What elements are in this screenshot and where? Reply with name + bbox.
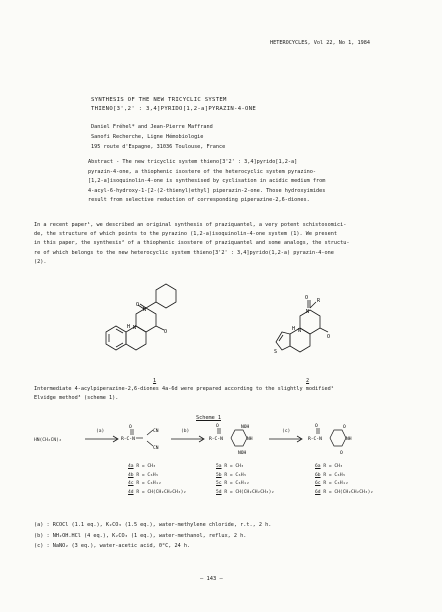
after-line-1: Intermediate 4-acylpiperazine-2,6-diones 4a-6d were prepared according to the slightly modified¹ [34, 386, 334, 392]
structure-1-drawing [96, 278, 206, 378]
svg-text:N: N [143, 307, 147, 313]
svg-text:O: O [343, 425, 346, 430]
r-group: R = C₆H₅ [323, 472, 346, 478]
svg-text:H: H [292, 326, 296, 332]
compound-label: 6b [315, 472, 321, 478]
svg-text:H: H [127, 324, 131, 330]
r-group: R = C₆H₅ [224, 472, 247, 478]
r-group: R = C₆H₁₂ [323, 481, 349, 486]
svg-text:CN: CN [153, 429, 159, 434]
scheme-table-4 [128, 463, 186, 497]
author-affiliation-2: 195 route d'Espagne, 31036 Toulouse, France [91, 144, 226, 150]
abstract-line: Abstract - The new tricyclic system thieno[3'2' : 3,4]pyrido[1,2-a] [88, 159, 298, 165]
svg-text:NOH: NOH [241, 425, 250, 430]
svg-text:N: N [298, 328, 302, 334]
svg-text:R-C-N: R-C-N [209, 437, 223, 442]
abstract [88, 158, 325, 206]
compound-label: 6c [315, 481, 321, 486]
title-line-1: SYNTHESIS OF THE NEW TRICYCLIC SYSTEM [91, 97, 227, 103]
title-line-2: THIENO[3',2' : 3,4]PYRIDO[1,2-a]PYRAZIN-4-ONE [91, 106, 257, 112]
intro-line: In a recent paper¹, we described an original synthesis of praziquantel, a very potent schistosomici- [34, 222, 347, 228]
scheme-table-6 [315, 463, 373, 497]
scheme-table-5 [216, 463, 274, 497]
structure-1-label: 1 [153, 378, 157, 384]
svg-text:O: O [305, 295, 309, 301]
compound-label: 4a [128, 464, 134, 469]
condition-line: (b) : NH₂OH.HCl (4 eq.), K₂CO₃ (1 eq.), water-methanol, reflux, 2 h. [34, 532, 247, 539]
abstract-line: 4-acyl-6-hydroxy-1-[2-(2-thienyl)ethyl] piperazin-2-one. Those hydroxyimides [88, 187, 326, 194]
compound-label: 4b [128, 472, 134, 478]
svg-text:NOH: NOH [238, 451, 247, 456]
scheme-start-reagent: HN(CH₂CN)₂ [34, 438, 62, 443]
svg-text:O: O [216, 424, 219, 429]
arrow-a-label: (a) [96, 429, 105, 434]
r-group: R = CH(CH₂CH₂CH₃)₂ [224, 489, 275, 495]
author-affiliation-1: Sanofi Recherche, Ligne Hémobiologie [91, 134, 204, 140]
condition-line: (c) : NaNO₂ (3 eq.), water-acetic acid, 0°C, 24 h. [34, 543, 191, 549]
compound-label: 5b [216, 472, 222, 478]
svg-text:O: O [136, 302, 140, 308]
intro-line: de, the structure of which points to the pyrazino (1,2-a)isoquinolin-4-one system (1). We present [34, 231, 337, 238]
svg-text:R-C-N: R-C-N [308, 437, 322, 442]
svg-text:N: N [133, 325, 137, 331]
compound-6-structure [308, 422, 358, 460]
svg-text:CN: CN [153, 446, 159, 451]
journal-header: HETEROCYCLES, Vol 22, No 1, 1984 [270, 40, 370, 46]
r-group: R = CH(CH₂CH₂CH₃)₂ [136, 489, 187, 495]
svg-text:O: O [327, 334, 331, 340]
arrow-c-label: (c) [282, 429, 291, 434]
after-line-2: Elvidge method³ (scheme 1). [34, 395, 119, 401]
intro-line: in this paper, the synthesis² of a thiophenic isostere of praziquantel and some analogs, the structu- [34, 240, 350, 247]
compound-label: 6a [315, 464, 321, 469]
svg-text:O: O [164, 329, 168, 335]
svg-text:S: S [274, 349, 278, 355]
condition-line: (a) : RCOCl (1.1 eq.), K₂CO₃ (1.5 eq.), water-methylene chloride, r.t., 2 h. [34, 522, 272, 528]
arrow-a [84, 434, 120, 444]
svg-text:O: O [340, 451, 343, 456]
author-names: Daniel Fréhel* and Jean-Pierre Maffrand [91, 124, 213, 130]
compound-label: 4d [128, 489, 134, 495]
svg-text:N: N [306, 309, 310, 315]
structure-2-drawing [270, 292, 350, 372]
page-number: — 143 — [200, 576, 223, 582]
r-group: R = C₆H₅ [136, 472, 159, 478]
intro-paragraph [34, 221, 349, 267]
scheme-title: Scheme 1 [196, 415, 221, 421]
compound-5-structure [209, 422, 259, 460]
compound-label: 5a [216, 464, 222, 469]
r-group: R = CH₃ [224, 464, 244, 469]
svg-text:R: R [317, 298, 321, 304]
r-group: R = CH₃ [323, 464, 343, 469]
r-group: R = C₆H₁₂ [136, 481, 162, 486]
abstract-line: pyrazin-4-one, a thiophenic isostere of the heterocyclic system pyrazino- [88, 168, 316, 175]
svg-text:NH: NH [346, 437, 352, 442]
intro-line: (2). [34, 258, 47, 265]
compound-label: 4c [128, 481, 134, 486]
r-group: R = CH(CH₂CH₂CH₃)₂ [323, 489, 374, 495]
arrow-b [170, 434, 206, 444]
svg-text:R-C-N: R-C-N [121, 437, 135, 442]
svg-text:O: O [315, 424, 318, 429]
structure-2-label: 2 [306, 378, 310, 384]
r-group: R = CH₃ [136, 464, 156, 469]
compound-label: 5d [216, 489, 222, 495]
compound-label: 6d [315, 489, 321, 495]
arrow-b-label: (b) [181, 429, 190, 434]
intro-line: re of which belongs to the new heterocyclic system thieno[3'2' : 3,4]pyrido(1,2-a) pyrazin-4-one [34, 249, 334, 256]
abstract-line: result from selective reduction of corresponding piperazine-2,6-diones. [88, 197, 310, 204]
arrow-c [268, 434, 304, 444]
compound-label: 5c [216, 481, 222, 486]
abstract-line: [1,2-a]isoquinolin-4-one is synthesised by cyclisation in acidic medium from [88, 178, 326, 185]
svg-text:O: O [129, 425, 132, 430]
reaction-conditions [34, 520, 271, 552]
svg-text:NH: NH [247, 437, 253, 442]
compound-4-structure [121, 424, 165, 454]
r-group: R = C₆H₁₂ [224, 481, 250, 486]
